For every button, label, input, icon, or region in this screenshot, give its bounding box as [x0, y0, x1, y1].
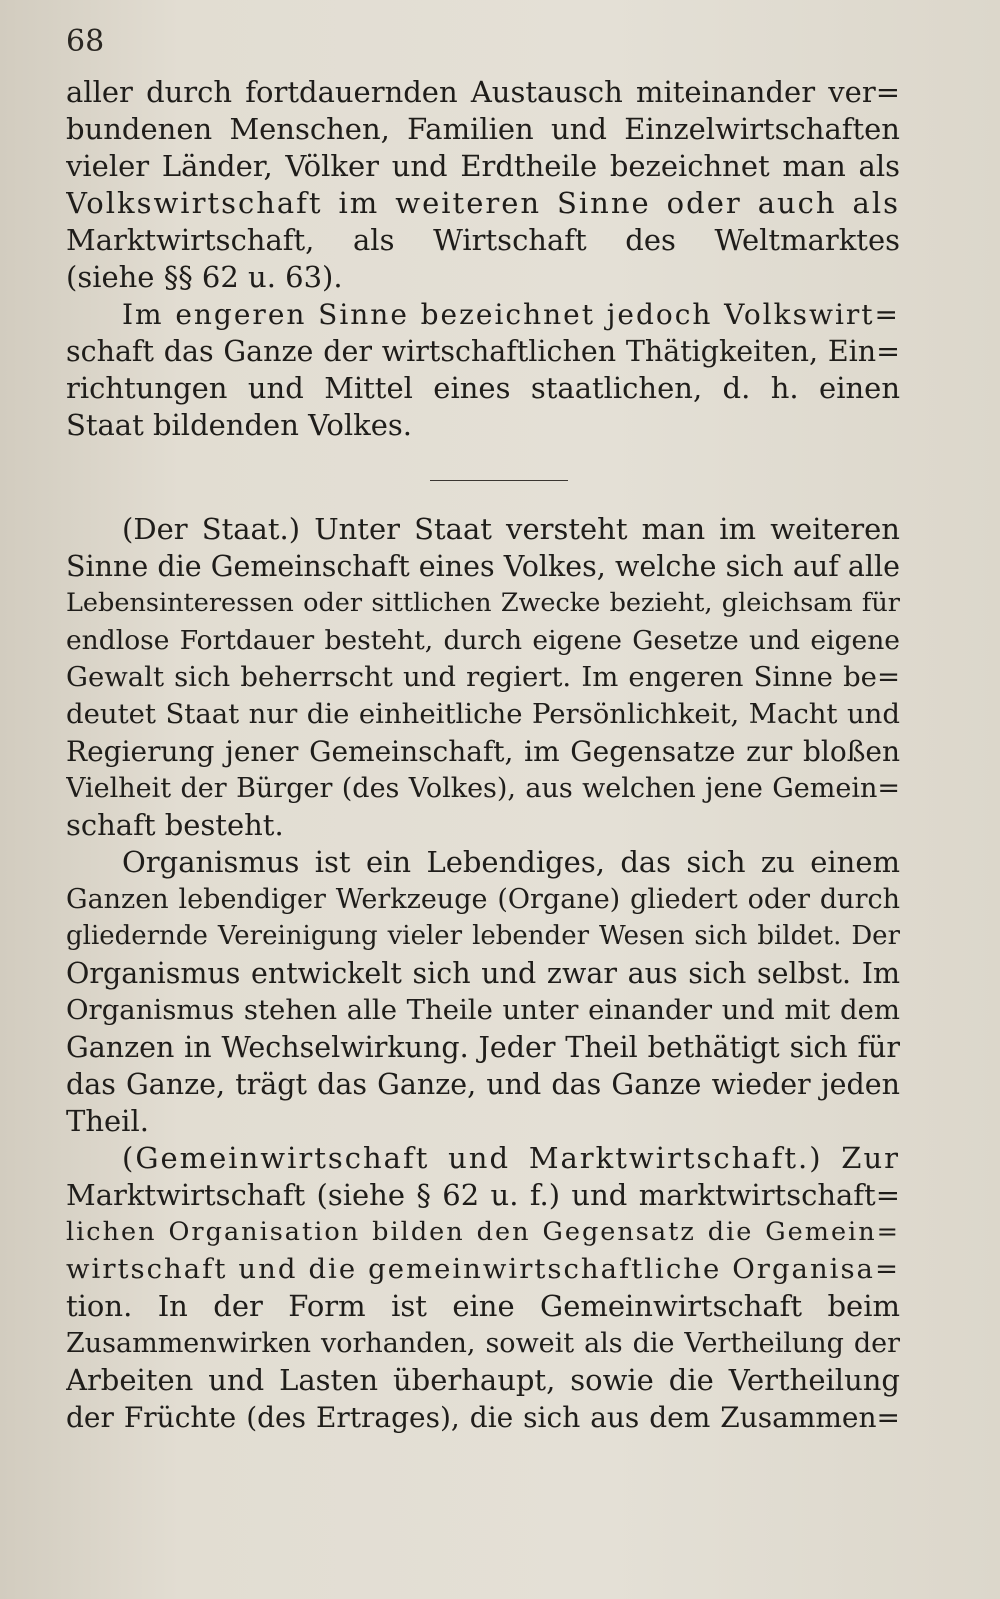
- text-line: der Früchte (des Ertrages), die sich aus dem Zusammen=: [66, 1401, 900, 1434]
- text-line: Ganzen lebendiger Werkzeuge (Organe) gliedert oder durch: [66, 884, 900, 915]
- text-line: Sinne die Gemeinschaft eines Volkes, welche sich auf alle: [66, 550, 900, 583]
- text-line: Vielheit der Bürger (des Volkes), aus welchen jene Gemein=: [66, 773, 900, 804]
- text-line: Regierung jener Gemeinschaft, im Gegensatze zur bloßen: [66, 735, 900, 768]
- paragraph-der-staat: [66, 511, 900, 844]
- page-number: 68: [66, 24, 105, 59]
- text-line: lichen Organisation bilden den Gegensatz die Gemein=: [66, 1217, 900, 1247]
- text-line: Marktwirtschaft, als Wirtschaft des Weltmarktes: [66, 223, 900, 257]
- paragraph-volkswirtschaft-engeren: [66, 296, 900, 444]
- text-line: richtungen und Mittel eines staatlichen, d. h. einen: [66, 371, 900, 405]
- text-line: Organismus entwickelt sich und zwar aus sich selbst. Im: [66, 957, 900, 990]
- text-line: Zusammenwirken vorhanden, soweit als die Vertheilung der: [66, 1328, 900, 1359]
- text-line: Lebensinteressen oder sittlichen Zwecke bezieht, gleichsam für: [66, 588, 900, 618]
- text-line: schaft besteht.: [66, 808, 284, 842]
- text-line: Volkswirtschaft im weiteren Sinne oder auch als: [66, 186, 900, 220]
- text-line: Arbeiten und Lasten überhaupt, sowie die Vertheilung: [66, 1363, 900, 1397]
- text-line: endlose Fortdauer besteht, durch eigene Gesetze und eigene: [66, 625, 900, 656]
- text-line: das Ganze, trägt das Ganze, und das Ganze wieder jeden: [66, 1068, 900, 1101]
- paragraph-gemeinwirtschaft: [66, 1140, 900, 1436]
- text-line: vieler Länder, Völker und Erdtheile bezeichnet man als: [66, 149, 900, 183]
- text-line: Staat bildenden Volkes.: [66, 408, 412, 442]
- text-line: (Der Staat.) Unter Staat versteht man im weiteren: [122, 512, 900, 546]
- text-line: aller durch fortdauernden Austausch miteinander ver=: [66, 75, 900, 109]
- text-line: Organismus ist ein Lebendiges, das sich zu einem: [122, 845, 900, 879]
- text-line: Theil.: [66, 1104, 149, 1138]
- text-line: Ganzen in Wechselwirkung. Jeder Theil bethätigt sich für: [66, 1031, 900, 1064]
- text-line: schaft das Ganze der wirtschaftlichen Thätigkeiten, Ein=: [66, 335, 900, 368]
- text-line: tion. In der Form ist eine Gemeinwirtschaft beim: [66, 1289, 900, 1323]
- text-line: wirtschaft und die gemeinwirtschaftliche Organisa=: [66, 1253, 900, 1285]
- text-line: Organismus stehen alle Theile unter einander und mit dem: [66, 994, 900, 1026]
- text-line: (Gemeinwirtschaft und Marktwirtschaft.) Zur: [122, 1141, 900, 1175]
- paragraph-volkswirtschaft-weiteren: [66, 74, 900, 296]
- text-line: deutet Staat nur die einheitliche Persönlichkeit, Macht und: [66, 698, 900, 730]
- text-line: bundenen Menschen, Familien und Einzelwirtschaften: [66, 112, 900, 146]
- paragraph-organismus: [66, 844, 900, 1140]
- section-divider: [430, 480, 568, 481]
- text-line: Im engeren Sinne bezeichnet jedoch Volkswirt=: [122, 298, 900, 331]
- text-line: (siehe §§ 62 u. 63).: [66, 260, 343, 294]
- text-line: gliedernde Vereinigung vieler lebender Wesen sich bildet. Der: [66, 921, 900, 951]
- text-line: Marktwirtschaft (siehe § 62 u. f.) und marktwirtschaft=: [66, 1178, 900, 1212]
- text-line: Gewalt sich beherrscht und regiert. Im engeren Sinne be=: [66, 661, 900, 693]
